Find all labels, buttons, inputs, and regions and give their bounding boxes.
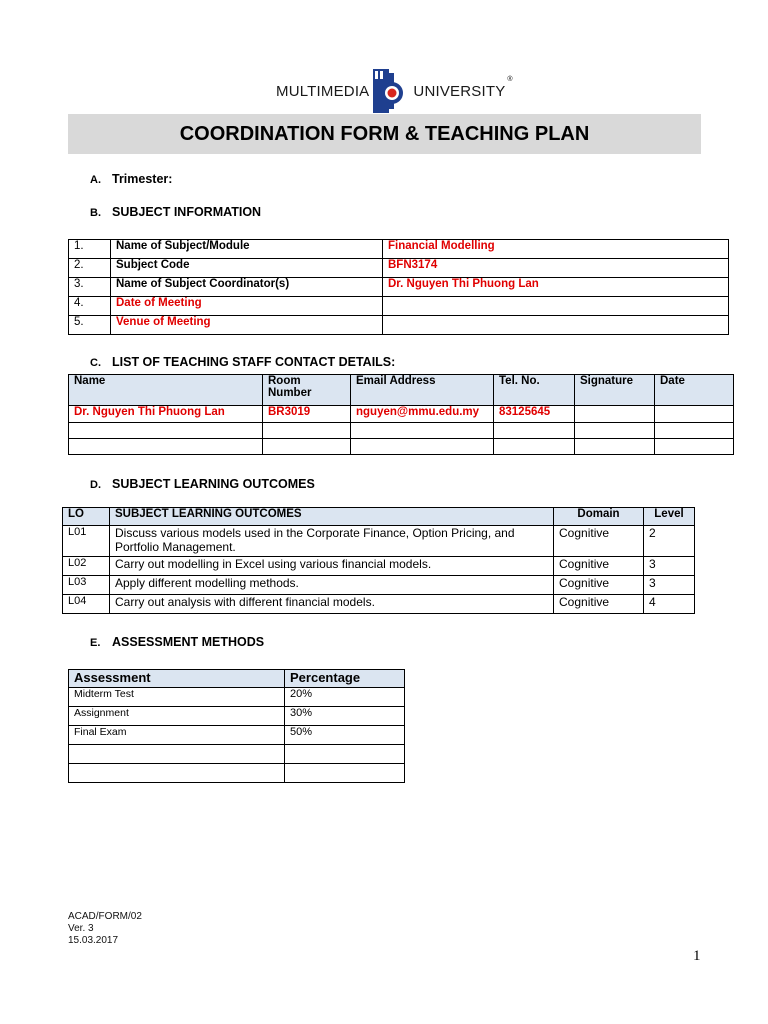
section-e-label: ASSESSMENT METHODS — [112, 635, 265, 649]
section-b-heading — [90, 205, 261, 219]
table-row — [69, 406, 734, 423]
field-value: Financial Modelling — [383, 240, 729, 259]
empty-cell — [655, 423, 734, 439]
col-header-date: Date — [655, 375, 734, 406]
logo-mark-icon — [373, 69, 409, 113]
form-version: Ver. 3 — [68, 923, 94, 934]
empty-cell — [69, 423, 263, 439]
page-number: 1 — [693, 948, 701, 964]
empty-cell — [69, 439, 263, 455]
section-b-letter: B. — [90, 207, 101, 219]
section-c-label: LIST OF TEACHING STAFF CONTACT DETAILS: — [112, 355, 396, 369]
table-row-empty — [69, 764, 405, 783]
field-label: Name of Subject Coordinator(s) — [111, 278, 383, 297]
staff-room: BR3019 — [263, 406, 351, 423]
section-d-letter: D. — [90, 479, 101, 491]
field-value — [383, 316, 729, 335]
lo-domain: Cognitive — [554, 595, 644, 614]
col-header-outcome: SUBJECT LEARNING OUTCOMES — [110, 508, 554, 526]
assessment-name: Midterm Test — [69, 688, 285, 707]
staff-contact-table — [68, 374, 734, 455]
table-row-empty — [69, 439, 734, 455]
table-row — [69, 707, 405, 726]
table-row — [69, 316, 729, 335]
lo-domain: Cognitive — [554, 576, 644, 595]
assessment-name: Assignment — [69, 707, 285, 726]
empty-cell — [69, 745, 285, 764]
assessment-percentage: 30% — [285, 707, 405, 726]
lo-description: Carry out modelling in Excel using various financial models. — [110, 557, 554, 576]
row-number: 2. — [69, 259, 111, 278]
assessment-percentage: 50% — [285, 726, 405, 745]
table-row — [63, 595, 695, 614]
table-header-row — [69, 375, 734, 406]
lo-code: L04 — [63, 595, 110, 614]
empty-cell — [575, 439, 655, 455]
logo-text-left: MULTIMEDIA — [276, 82, 370, 100]
learning-outcomes-table — [62, 507, 695, 614]
table-row — [69, 688, 405, 707]
col-header-domain: Domain — [554, 508, 644, 526]
form-code: ACAD/FORM/02 — [68, 911, 142, 922]
row-number: 3. — [69, 278, 111, 297]
empty-cell — [69, 764, 285, 783]
field-label: Date of Meeting — [111, 297, 383, 316]
row-number: 5. — [69, 316, 111, 335]
empty-cell — [575, 423, 655, 439]
lo-level: 4 — [644, 595, 695, 614]
lo-code: L02 — [63, 557, 110, 576]
empty-cell — [494, 439, 575, 455]
empty-cell — [655, 439, 734, 455]
lo-description: Discuss various models used in the Corporate Finance, Option Pricing, and Portfolio Management. — [110, 526, 554, 557]
col-header-name: Name — [69, 375, 263, 406]
field-label: Name of Subject/Module — [111, 240, 383, 259]
table-row — [63, 576, 695, 595]
section-a-heading — [90, 172, 172, 186]
section-d-label: SUBJECT LEARNING OUTCOMES — [112, 477, 315, 491]
table-row-empty — [69, 745, 405, 764]
col-header-room: Room Number — [263, 375, 351, 406]
col-header-lo: LO — [63, 508, 110, 526]
lo-domain: Cognitive — [554, 557, 644, 576]
table-header-row — [63, 508, 695, 526]
col-header-assessment: Assessment — [69, 670, 285, 688]
empty-cell — [285, 745, 405, 764]
field-value: Dr. Nguyen Thi Phuong Lan — [383, 278, 729, 297]
section-e-letter: E. — [90, 637, 101, 649]
university-logo — [276, 68, 513, 114]
row-number: 1. — [69, 240, 111, 259]
lo-code: L03 — [63, 576, 110, 595]
lo-description: Carry out analysis with different financial models. — [110, 595, 554, 614]
staff-name: Dr. Nguyen Thi Phuong Lan — [69, 406, 263, 423]
staff-signature — [575, 406, 655, 423]
empty-cell — [351, 423, 494, 439]
empty-cell — [263, 439, 351, 455]
empty-cell — [351, 439, 494, 455]
staff-email: nguyen@mmu.edu.my — [351, 406, 494, 423]
form-footer — [68, 911, 142, 947]
col-header-percentage: Percentage — [285, 670, 405, 688]
section-c-letter: C. — [90, 357, 101, 369]
lo-level: 3 — [644, 557, 695, 576]
section-a-label: Trimester: — [112, 172, 173, 186]
section-e-heading — [90, 635, 264, 649]
section-a-letter: A. — [90, 174, 101, 186]
col-header-tel: Tel. No. — [494, 375, 575, 406]
assessment-table — [68, 669, 405, 783]
empty-cell — [263, 423, 351, 439]
lo-level: 2 — [644, 526, 695, 557]
table-row — [69, 297, 729, 316]
row-number: 4. — [69, 297, 111, 316]
section-d-heading — [90, 477, 315, 491]
col-header-level: Level — [644, 508, 695, 526]
section-b-label: SUBJECT INFORMATION — [112, 205, 262, 219]
field-label: Subject Code — [111, 259, 383, 278]
table-row-empty — [69, 423, 734, 439]
col-header-email: Email Address — [351, 375, 494, 406]
staff-date — [655, 406, 734, 423]
lo-description: Apply different modelling methods. — [110, 576, 554, 595]
table-row — [69, 278, 729, 297]
assessment-percentage: 20% — [285, 688, 405, 707]
subject-info-table — [68, 239, 729, 335]
field-value — [383, 297, 729, 316]
assessment-name: Final Exam — [69, 726, 285, 745]
section-c-heading — [90, 355, 395, 369]
registered-mark: ® — [507, 76, 513, 83]
page-title: COORDINATION FORM & TEACHING PLAN — [68, 114, 701, 154]
table-row — [63, 526, 695, 557]
col-header-signature: Signature — [575, 375, 655, 406]
table-row — [63, 557, 695, 576]
lo-code: L01 — [63, 526, 110, 557]
lo-level: 3 — [644, 576, 695, 595]
staff-tel: 83125645 — [494, 406, 575, 423]
table-row — [69, 240, 729, 259]
field-value: BFN3174 — [383, 259, 729, 278]
empty-cell — [285, 764, 405, 783]
empty-cell — [494, 423, 575, 439]
table-row — [69, 726, 405, 745]
table-row — [69, 259, 729, 278]
table-header-row — [69, 670, 405, 688]
logo-text-right: UNIVERSITY — [413, 82, 506, 100]
lo-domain: Cognitive — [554, 526, 644, 557]
form-date: 15.03.2017 — [68, 935, 119, 946]
field-label: Venue of Meeting — [111, 316, 383, 335]
